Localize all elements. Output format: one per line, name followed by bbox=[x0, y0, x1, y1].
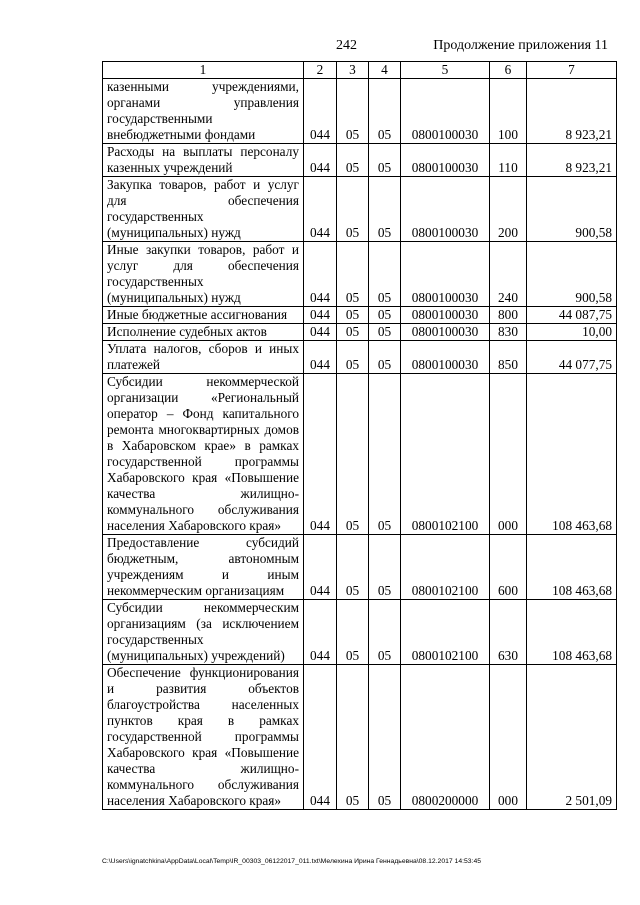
agency-code-cell: 044 bbox=[304, 374, 337, 535]
expense-name-cell: Закупка товаров, работ и услуг для обеспечения государственных (муниципальных) нужд bbox=[103, 177, 304, 242]
table-row bbox=[103, 144, 617, 177]
subsection-cell: 05 bbox=[369, 79, 401, 144]
section-cell: 05 bbox=[337, 665, 369, 810]
continuation-title: Продолжение приложения 11 bbox=[433, 38, 608, 53]
table-row bbox=[103, 374, 617, 535]
column-header-5: 5 bbox=[401, 62, 490, 79]
expense-type-cell: 800 bbox=[490, 307, 527, 324]
section-cell: 05 bbox=[337, 242, 369, 307]
subsection-cell: 05 bbox=[369, 177, 401, 242]
expense-type-cell: 630 bbox=[490, 600, 527, 665]
target-article-cell: 0800102100 bbox=[401, 600, 490, 665]
table-row bbox=[103, 307, 617, 324]
expense-type-cell: 110 bbox=[490, 144, 527, 177]
expense-name-cell: Субсидии некоммерческим организациям (за исключением государственных (муниципальных) учреждений) bbox=[103, 600, 304, 665]
table-row bbox=[103, 242, 617, 307]
table-row bbox=[103, 79, 617, 144]
column-header-7: 7 bbox=[527, 62, 617, 79]
amount-cell: 2 501,09 bbox=[527, 665, 617, 810]
section-cell: 05 bbox=[337, 79, 369, 144]
expense-type-cell: 100 bbox=[490, 79, 527, 144]
page-number: 242 bbox=[336, 38, 357, 53]
expense-name-cell: Уплата налогов, сборов и иных платежей bbox=[103, 341, 304, 374]
target-article-cell: 0800100030 bbox=[401, 144, 490, 177]
subsection-cell: 05 bbox=[369, 341, 401, 374]
section-cell: 05 bbox=[337, 177, 369, 242]
agency-code-cell: 044 bbox=[304, 177, 337, 242]
expense-name-cell: казенными учреждениями, органами управления государственными внебюджетными фондами bbox=[103, 79, 304, 144]
expense-type-cell: 240 bbox=[490, 242, 527, 307]
target-article-cell: 0800100030 bbox=[401, 324, 490, 341]
expense-name-cell: Исполнение судебных актов bbox=[103, 324, 304, 341]
amount-cell: 10,00 bbox=[527, 324, 617, 341]
expense-type-cell: 600 bbox=[490, 535, 527, 600]
subsection-cell: 05 bbox=[369, 307, 401, 324]
section-cell: 05 bbox=[337, 307, 369, 324]
expense-name-cell: Расходы на выплаты персоналу казенных учреждений bbox=[103, 144, 304, 177]
expense-type-cell: 200 bbox=[490, 177, 527, 242]
target-article-cell: 0800100030 bbox=[401, 79, 490, 144]
column-number-row bbox=[103, 62, 617, 79]
amount-cell: 900,58 bbox=[527, 177, 617, 242]
expense-type-cell: 850 bbox=[490, 341, 527, 374]
table-row bbox=[103, 177, 617, 242]
amount-cell: 108 463,68 bbox=[527, 600, 617, 665]
expense-type-cell: 000 bbox=[490, 374, 527, 535]
table-row bbox=[103, 665, 617, 810]
column-header-6: 6 bbox=[490, 62, 527, 79]
target-article-cell: 0800100030 bbox=[401, 307, 490, 324]
section-cell: 05 bbox=[337, 535, 369, 600]
section-cell: 05 bbox=[337, 324, 369, 341]
section-cell: 05 bbox=[337, 374, 369, 535]
subsection-cell: 05 bbox=[369, 374, 401, 535]
expense-type-cell: 830 bbox=[490, 324, 527, 341]
section-cell: 05 bbox=[337, 600, 369, 665]
column-header-2: 2 bbox=[304, 62, 337, 79]
section-cell: 05 bbox=[337, 341, 369, 374]
subsection-cell: 05 bbox=[369, 324, 401, 341]
table-row bbox=[103, 341, 617, 374]
expense-name-cell: Иные закупки товаров, работ и услуг для обеспечения государственных (муниципальных) нужд bbox=[103, 242, 304, 307]
table-body bbox=[103, 79, 617, 810]
table-row bbox=[103, 600, 617, 665]
agency-code-cell: 044 bbox=[304, 242, 337, 307]
amount-cell: 108 463,68 bbox=[527, 535, 617, 600]
agency-code-cell: 044 bbox=[304, 535, 337, 600]
expense-name-cell: Обеспечение функционирования и развития объектов благоустройства населенных пунктов края в рамках государственной программы Хабаровского края «Повышение качества жилищно-коммунального обслуживания населения Хабаровского края» bbox=[103, 665, 304, 810]
amount-cell: 44 087,75 bbox=[527, 307, 617, 324]
target-article-cell: 0800100030 bbox=[401, 242, 490, 307]
subsection-cell: 05 bbox=[369, 665, 401, 810]
table-row bbox=[103, 535, 617, 600]
subsection-cell: 05 bbox=[369, 535, 401, 600]
amount-cell: 8 923,21 bbox=[527, 79, 617, 144]
amount-cell: 8 923,21 bbox=[527, 144, 617, 177]
agency-code-cell: 044 bbox=[304, 600, 337, 665]
target-article-cell: 0800200000 bbox=[401, 665, 490, 810]
subsection-cell: 05 bbox=[369, 144, 401, 177]
amount-cell: 44 077,75 bbox=[527, 341, 617, 374]
target-article-cell: 0800102100 bbox=[401, 374, 490, 535]
target-article-cell: 0800102100 bbox=[401, 535, 490, 600]
amount-cell: 900,58 bbox=[527, 242, 617, 307]
subsection-cell: 05 bbox=[369, 600, 401, 665]
agency-code-cell: 044 bbox=[304, 79, 337, 144]
expense-name-cell: Иные бюджетные ассигнования bbox=[103, 307, 304, 324]
column-header-1: 1 bbox=[103, 62, 304, 79]
expense-name-cell: Субсидии некоммерческой организации «Региональный оператор – Фонд капитального ремонта многоквартирных домов в Хабаровском крае» в рамках государственной программы Хабаровского края «Повышение качества жилищно-коммунального обслуживания населения Хабаровского края» bbox=[103, 374, 304, 535]
agency-code-cell: 044 bbox=[304, 144, 337, 177]
agency-code-cell: 044 bbox=[304, 341, 337, 374]
budget-table bbox=[102, 61, 617, 810]
column-header-3: 3 bbox=[337, 62, 369, 79]
table-row bbox=[103, 324, 617, 341]
agency-code-cell: 044 bbox=[304, 324, 337, 341]
subsection-cell: 05 bbox=[369, 242, 401, 307]
section-cell: 05 bbox=[337, 144, 369, 177]
column-header-4: 4 bbox=[369, 62, 401, 79]
expense-name-cell: Предоставление субсидий бюджетным, автономным учреждениям и иным некоммерческим организациям bbox=[103, 535, 304, 600]
agency-code-cell: 044 bbox=[304, 665, 337, 810]
footer-file-path: C:\Users\ignatchkina\AppData\Local\Temp\IR_00303_06122017_011.txt\Мелехина Ирина Геннадьевна\08.12.2017 14:53:45 bbox=[102, 858, 482, 865]
amount-cell: 108 463,68 bbox=[527, 374, 617, 535]
expense-type-cell: 000 bbox=[490, 665, 527, 810]
target-article-cell: 0800100030 bbox=[401, 341, 490, 374]
agency-code-cell: 044 bbox=[304, 307, 337, 324]
target-article-cell: 0800100030 bbox=[401, 177, 490, 242]
